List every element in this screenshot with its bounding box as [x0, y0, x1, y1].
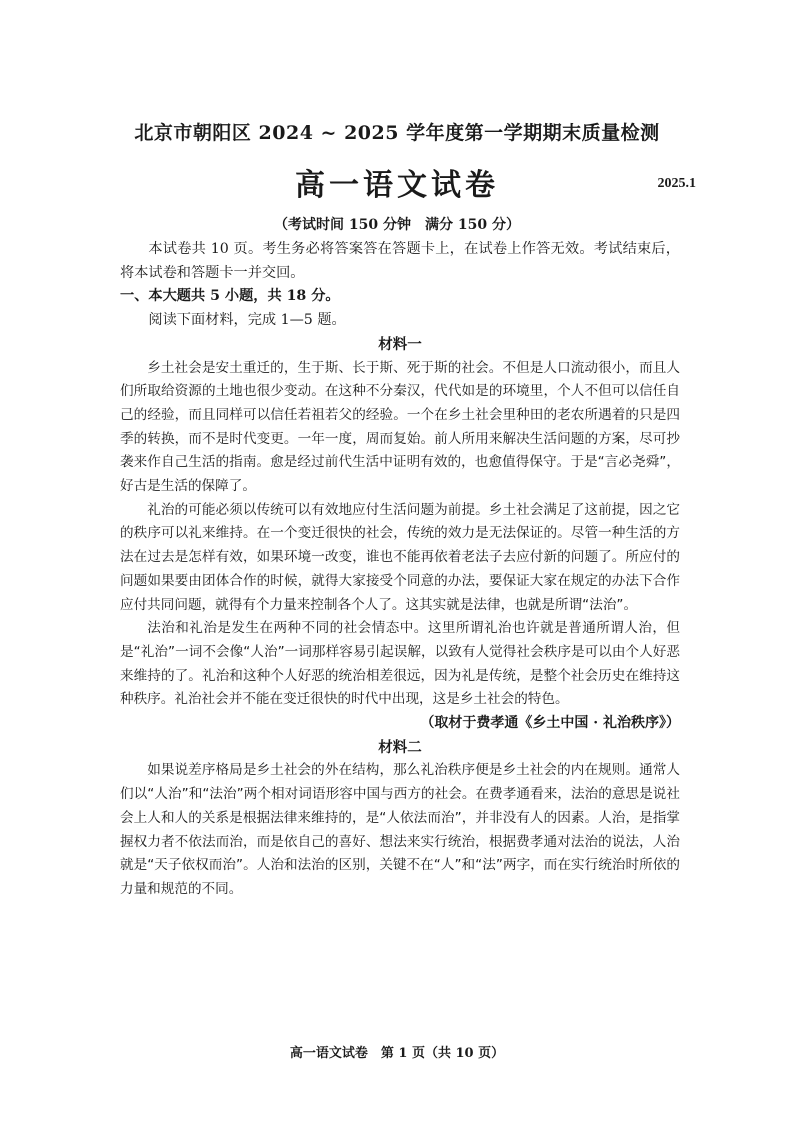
- material-two-paragraph: 如果说差序格局是乡土社会的外在结构，那么礼治秩序便是乡土社会的内在规则。通常人们以“人治”和“法治”两个相对词语形容中国与西方的社会。在费孝通看来，法治的意思是说社会上人和人的关系是根据法律来维持的，是“人依法而治”，并非没有人的因素。人治，是指掌握权力者不依法而治，而是依自己的喜好、想法来实行统治，根据费孝通对法治的说法，人治就是“天子依权而治”。人治和法治的区别，关键不在“人”和“法”两字，而在实行统治时所依的力量和规范的不同。: [120, 762, 680, 897]
- material-one-paragraph: 法治和礼治是发生在两种不同的社会情态中。这里所谓礼治也许就是普通所谓人治，但是“礼治”一词不会像“人治”一词那样容易引起误解，以致有人觉得社会秩序是可以由个人好恶来维持的了。礼治和这种个人好恶的统治相差很远，因为礼是传统，是整个社会历史在维持这种秩序。礼治社会并不能在变迁很快的时代中出现，这是乡土社会的特色。: [120, 620, 680, 708]
- material-one-paragraph: 礼治的可能必须以传统可以有效地应付生活问题为前提。乡土社会满足了这前提，因之它的秩序可以礼来维持。在一个变迁很快的社会，传统的效力是无法保证的。尽管一种生活的方法在过去是怎样有效，如果环境一改变，谁也不能再依着老法子去应付新的问题了。所应付的问题如果要由团体合作的时候，就得大家接受个同意的办法，要保证大家在规定的办法下合作应付共同问题，就得有个力量来控制各个人了。这其实就是法律，也就是所谓“法治”。: [120, 501, 680, 613]
- instructions: 本试卷共 10 页。考生务必将答案答在答题卡上，在试卷上作答无效。考试结束后，将本试卷和答题卡一并交回。: [120, 241, 680, 281]
- section-one-directive: 阅读下面材料，完成 1—5 题。: [148, 312, 346, 329]
- exam-body: [120, 238, 680, 902]
- material-one-heading: 材料一: [378, 335, 422, 353]
- section-one-heading: 一、本大题共 5 小题，共 18 分。: [120, 288, 340, 305]
- exam-date: 2025.1: [657, 176, 696, 191]
- material-one: [120, 357, 680, 713]
- material-two: [120, 759, 680, 901]
- material-one-paragraph: 乡土社会是安土重迁的，生于斯、长于斯、死于斯的社会。不但是人口流动很小，而且人们所取给资源的土地也很少变动。在这种不分秦汉，代代如是的环境里，个人不但可以信任自己的经验，而且同样可以信任若祖若父的经验。一个在乡土社会里种田的老农所遇着的只是四季的转换，而不是时代变更。一年一度，周而复始。前人所用来解决生活问题的方案，尽可抄袭来作自己生活的指南。愈是经过前代生活中证明有效的，也愈值得保守。于是“言必尧舜”，好古是生活的保障了。: [120, 359, 680, 495]
- exam-time-score: （考试时间 150 分钟 满分 150 分）: [274, 217, 520, 233]
- page-footer: 高一语文试卷 第 1 页（共 10 页）: [289, 1046, 505, 1061]
- material-one-source: （取材于费孝通《乡土中国 · 礼治秩序》）: [420, 715, 680, 732]
- page-title: 高一语文试卷: [295, 168, 499, 203]
- exam-header-line: 北京市朝阳区 2024 ~ 2025 学年度第一学期期末质量检测: [134, 122, 660, 144]
- material-two-heading: 材料二: [378, 738, 422, 756]
